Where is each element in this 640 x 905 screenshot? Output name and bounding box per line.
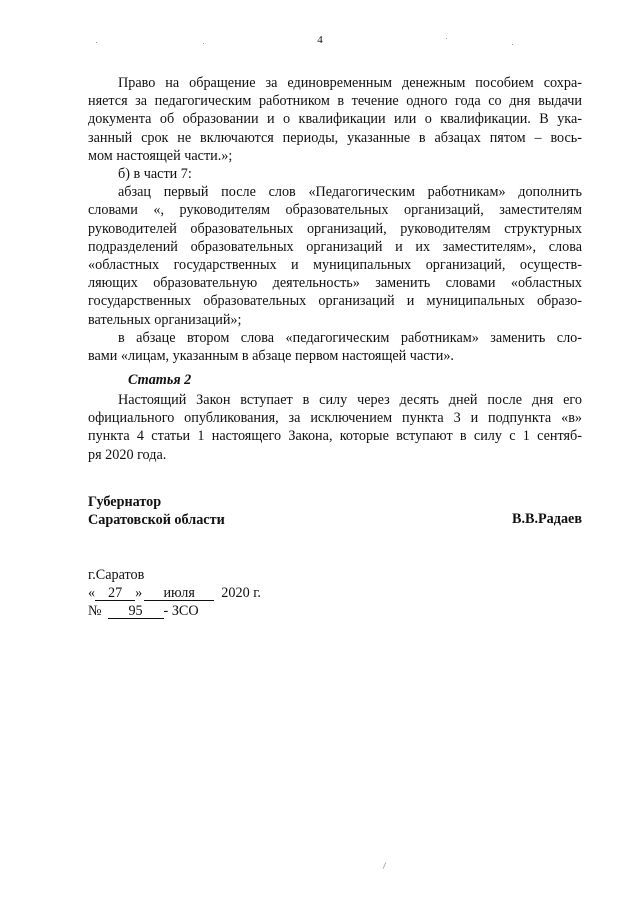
text-line: Право на обращение за единовременным денежным пособием сохра- <box>118 75 582 91</box>
page-number: 4 <box>317 34 323 46</box>
scan-mark <box>383 862 387 869</box>
text-line: государственных образовательных организаций и муниципальных образо- <box>88 293 582 310</box>
text-line: Настоящий Закон вступает в силу через десять дней после дня его <box>118 392 582 408</box>
number-line <box>88 602 261 620</box>
text-line: мом настоящей части.»; <box>88 147 233 164</box>
text-line: вательных организаций»; <box>88 311 242 328</box>
scan-speck <box>446 38 447 39</box>
amendment-text <box>88 74 582 365</box>
signature-title-line2: Саратовской области <box>88 512 225 528</box>
date-year: 2020 г. <box>221 585 261 601</box>
scan-speck <box>96 42 97 43</box>
number-prefix: № <box>88 603 102 619</box>
date-line <box>88 584 261 602</box>
text-line: руководителей образовательных организаций, руководителям структурных <box>88 220 582 237</box>
text-line: ря 2020 года. <box>88 446 167 463</box>
text-line: абзац первый после слов «Педагогическим работникам» дополнить <box>118 184 582 201</box>
signature-title <box>88 493 225 529</box>
date-quote-open: « <box>88 585 96 601</box>
text-line: «областных государственных и муниципальных организаций, осуществ- <box>88 257 582 274</box>
city: г.Саратов <box>88 567 145 583</box>
text-line: б) в части 7: <box>118 166 192 183</box>
text-line: няется за педагогическим работником в течение одного года со дня выдачи <box>88 93 582 110</box>
text-line: подразделений образовательных организаций и их заместителям», слова <box>88 238 582 255</box>
signer-name: В.В.Радаев <box>511 511 582 527</box>
text-line: документа об образовании и о квалификации или о квалификации. В ука- <box>88 111 582 128</box>
text-line: официального опубликования, за исключением пункта 3 и подпункта «в» <box>88 410 582 427</box>
signature-title-line1: Губернатор <box>88 494 162 510</box>
date-quote-close: » <box>135 585 143 601</box>
text-line: занный срок не включаются периоды, указанные в абзацах пятом – вось- <box>88 129 582 146</box>
date-month: июля <box>144 586 214 601</box>
law-number: 95 <box>108 604 164 619</box>
text-line: в абзаце втором слова «педагогическим работникам» заменить сло- <box>118 329 582 346</box>
scan-speck <box>203 43 204 44</box>
text-line: вами «лицам, указанным в абзаце первом настоящей части». <box>88 348 454 365</box>
scan-speck <box>512 44 513 45</box>
number-suffix: - ЗСО <box>163 603 199 619</box>
text-line: ляющих образовательную деятельность» заменить словами «областных <box>88 275 582 292</box>
text-line: пункта 4 статьи 1 настоящего Закона, которые вступают в силу с 1 сентяб- <box>88 428 582 445</box>
article-heading: Статья 2 <box>128 372 192 388</box>
text-line: словами «, руководителям образовательных организаций, заместителям <box>88 202 582 219</box>
place-date-block <box>88 566 261 620</box>
article-text <box>88 391 582 464</box>
date-day: 27 <box>95 586 135 601</box>
